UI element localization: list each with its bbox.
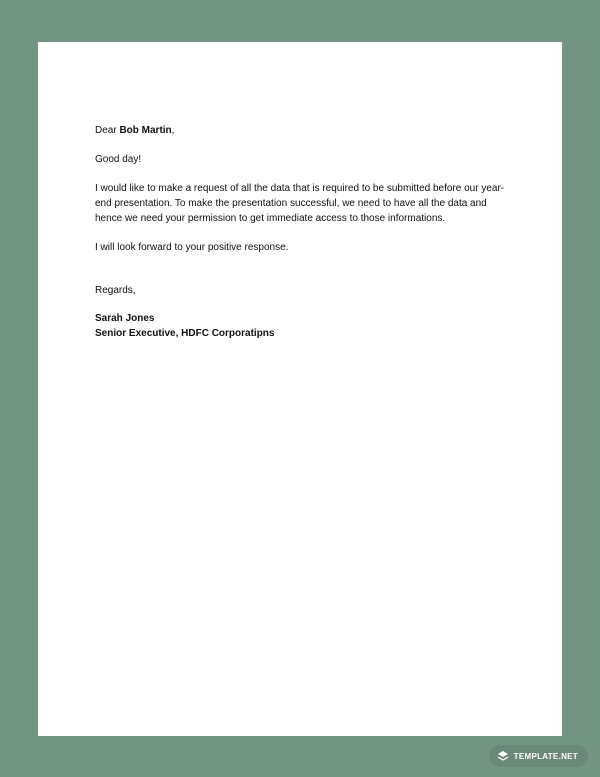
watermark-text: TEMPLATE.NET: [513, 751, 578, 761]
template-watermark: [489, 745, 588, 767]
sender-title: Senior Executive, HDFC Corporatipns: [95, 328, 275, 339]
regards: Regards,: [95, 285, 136, 296]
salutation-suffix: ,: [171, 125, 175, 136]
sender-name: Sarah Jones: [95, 313, 155, 324]
closing-line: I will look forward to your positive response.: [95, 242, 289, 253]
greeting: Good day!: [95, 154, 142, 165]
letter-body: [95, 123, 515, 341]
salutation: [95, 123, 515, 138]
salutation-prefix: Dear: [95, 125, 120, 136]
recipient-name: Bob Martin: [119, 125, 172, 136]
template-logo-icon: [497, 750, 509, 762]
body-paragraph: I would like to make a request of all the data that is required to be submitted before our year-end presentation. To make the presentation successful, we need to have all the data and hence we need your permission to get immediate access to those informations.: [95, 183, 505, 224]
letter-page: [38, 42, 562, 736]
